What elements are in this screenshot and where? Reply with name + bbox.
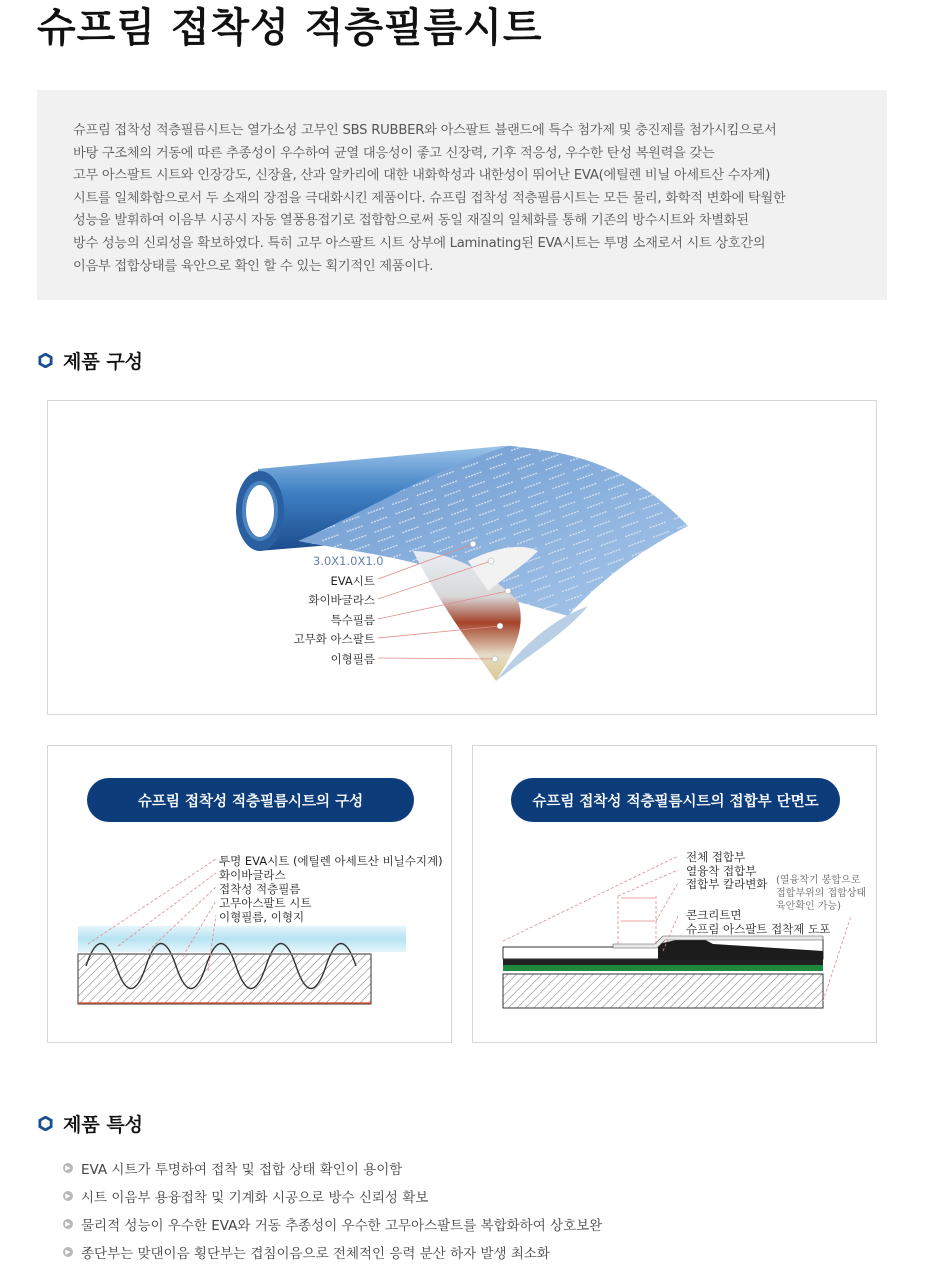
layer-label: 이형필름	[330, 652, 375, 666]
layer-label: 특수필름	[330, 613, 375, 627]
composition-panel	[47, 745, 452, 1043]
layer-label: 화이바글라스	[308, 593, 375, 607]
circle-arrow-icon: ▶	[63, 1219, 73, 1229]
joint-note: (열융착기 봉합으로	[776, 875, 861, 886]
intro-line: 성능을 발휘하여 이음부 시공시 자동 열풍용접기로 접합함으로써 동일 재질의 일체화를 통해 기존의 방수시트와 차별화된	[73, 213, 749, 229]
layer-label: 투명 EVA시트 (에틸렌 아세트산 비닐수지계)	[219, 854, 443, 868]
list-item	[63, 1182, 602, 1210]
roll-illustration	[48, 401, 877, 715]
spec-label: 3.0X1.0X1.0	[313, 554, 384, 568]
layer-label: 고무화 아스팔트	[293, 632, 375, 646]
feature-text: 시트 이음부 용융접착 및 기계화 시공으로 방수 신뢰성 확보	[81, 1190, 429, 1206]
section-title: 제품 구성	[63, 351, 144, 373]
joint-label: 열융착 접합부	[686, 864, 757, 878]
intro-line: 슈프림 접착성 적층필름시트는 열가소성 고무인 SBS RUBBER와 아스팔트 블랜드에 특수 첨가제 및 충진제를 첨가시킴으로서	[73, 123, 777, 138]
hexagon-outline-icon	[38, 353, 53, 368]
layer-label: 고무아스팔트 시트	[219, 896, 312, 910]
joint-section-panel	[472, 745, 877, 1043]
intro-line: 시트를 일체화함으로서 두 소재의 장점을 극대화시킨 제품이다. 슈프림 접착성 적층필름시트는 모든 물리, 화학적 변화에 탁월한	[73, 190, 786, 206]
product-roll-diagram	[47, 400, 877, 715]
joint-label: 접합부 칼라변화	[686, 877, 768, 891]
joint-label: 콘크리트면	[686, 908, 742, 922]
feature-list	[63, 1154, 602, 1266]
list-item	[63, 1154, 602, 1182]
circle-arrow-icon: ▶	[63, 1191, 73, 1201]
section-heading-features	[38, 1110, 143, 1137]
panel-title: 슈프림 접착성 적층필름시트의 구성	[87, 778, 414, 822]
feature-text: 물리적 성능이 우수한 EVA와 거동 추종성이 우수한 고무아스팔트를 복합화하여 상호보완	[81, 1218, 603, 1234]
layer-label: 화이바글라스	[219, 868, 286, 882]
layer-label: 접착성 적층필름	[219, 882, 301, 896]
layer-label: EVA시트	[330, 574, 375, 588]
hexagon-outline-icon	[38, 1116, 53, 1131]
feature-text: 종단부는 맞댄이음 횡단부는 겹침이음으로 전체적인 응력 분산 하자 발생 최소화	[81, 1246, 550, 1262]
joint-label: 슈프림 아스팔트 접착제 도포	[686, 922, 831, 936]
feature-text: EVA 시트가 투명하여 접착 및 접합 상태 확인이 용이함	[81, 1162, 403, 1178]
page-title: 슈프림 접착성 적층필름시트	[37, 5, 543, 51]
joint-label: 전체 접합부	[686, 850, 746, 864]
section-heading-composition	[38, 347, 143, 374]
joint-note: 육안확인 가능)	[776, 901, 842, 912]
intro-line: 바탕 구조체의 거동에 따른 추종성이 우수하여 균열 대응성이 좋고 신장력, 기후 적응성, 우수한 탄성 복원력을 갖는	[73, 145, 715, 161]
intro-box	[37, 90, 887, 300]
circle-arrow-icon: ▶	[63, 1247, 73, 1257]
panel-title: 슈프림 접착성 적층필름시트의 접합부 단면도	[511, 778, 840, 822]
intro-line: 방수 성능의 신뢰성을 확보하였다. 특히 고무 아스팔트 시트 상부에 Laminating된 EVA시트는 투명 소재로서 시트 상호간의	[73, 235, 766, 251]
list-item	[63, 1210, 602, 1238]
intro-line: 고무 아스팔트 시트와 인장강도, 신장율, 산과 알카리에 대한 내화학성과 내한성이 뛰어난 EVA(에틸렌 비닐 아세트산 수자계)	[73, 168, 771, 184]
list-item	[63, 1238, 602, 1266]
joint-note: 접합부위의 접합상태	[776, 888, 867, 899]
layer-label: 이형필름, 이형지	[219, 910, 305, 924]
section-title: 제품 특성	[63, 1114, 144, 1136]
intro-line: 이음부 접합상태를 육안으로 확인 할 수 있는 획기적인 제품이다.	[73, 258, 434, 274]
circle-arrow-icon: ▶	[63, 1163, 73, 1173]
